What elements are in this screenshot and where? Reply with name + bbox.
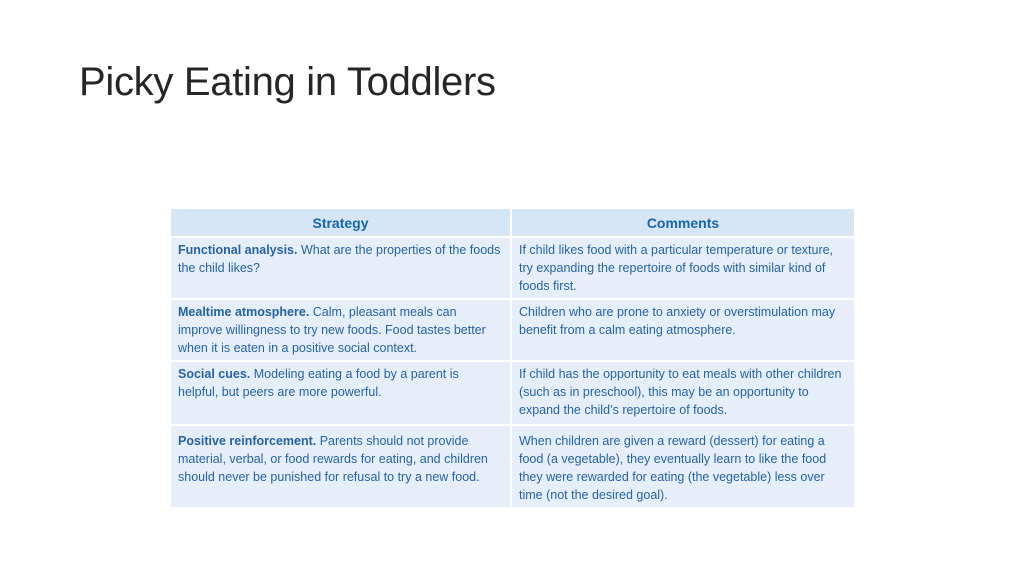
table-header-row bbox=[171, 209, 854, 238]
header-comments: Comments bbox=[512, 209, 854, 238]
strategy-text: Calm, pleasant meals can improve willingness to try new foods. Food tastes better when it is eaten in a positive social context. bbox=[178, 305, 486, 355]
strategy-lead: Functional analysis. bbox=[178, 243, 298, 257]
header-strategy: Strategy bbox=[171, 209, 512, 238]
strategy-cell bbox=[171, 362, 512, 426]
comment-cell: Children who are prone to anxiety or overstimulation may benefit from a calm eating atmosphere. bbox=[512, 300, 854, 362]
strategy-text: What are the properties of the foods the child likes? bbox=[178, 243, 501, 275]
table-row bbox=[171, 300, 854, 362]
strategy-table-container bbox=[171, 209, 854, 509]
comment-cell: When children are given a reward (dessert) for eating a food (a vegetable), they eventually learn to like the food they were rewarded for eating (the vegetable) less over time (not the desired goal). bbox=[512, 426, 854, 509]
table-row bbox=[171, 238, 854, 300]
strategy-table bbox=[171, 209, 854, 509]
comment-cell: If child likes food with a particular temperature or texture, try expanding the repertoire of foods with similar kind of foods first. bbox=[512, 238, 854, 300]
slide-title: Picky Eating in Toddlers bbox=[79, 60, 496, 104]
strategy-lead: Social cues. bbox=[178, 367, 251, 381]
comment-cell: If child has the opportunity to eat meals with other children (such as in preschool), this may be an opportunity to expand the child’s repertoire of foods. bbox=[512, 362, 854, 426]
strategy-text: Parents should not provide material, verbal, or food rewards for eating, and children should never be punished for refusal to try a new food. bbox=[178, 434, 488, 484]
strategy-text: Modeling eating a food by a parent is helpful, but peers are more powerful. bbox=[178, 367, 459, 399]
table-row bbox=[171, 426, 854, 509]
strategy-cell bbox=[171, 426, 512, 509]
strategy-lead: Positive reinforcement. bbox=[178, 434, 317, 448]
strategy-cell bbox=[171, 300, 512, 362]
strategy-cell bbox=[171, 238, 512, 300]
strategy-lead: Mealtime atmosphere. bbox=[178, 305, 310, 319]
table-row bbox=[171, 362, 854, 426]
